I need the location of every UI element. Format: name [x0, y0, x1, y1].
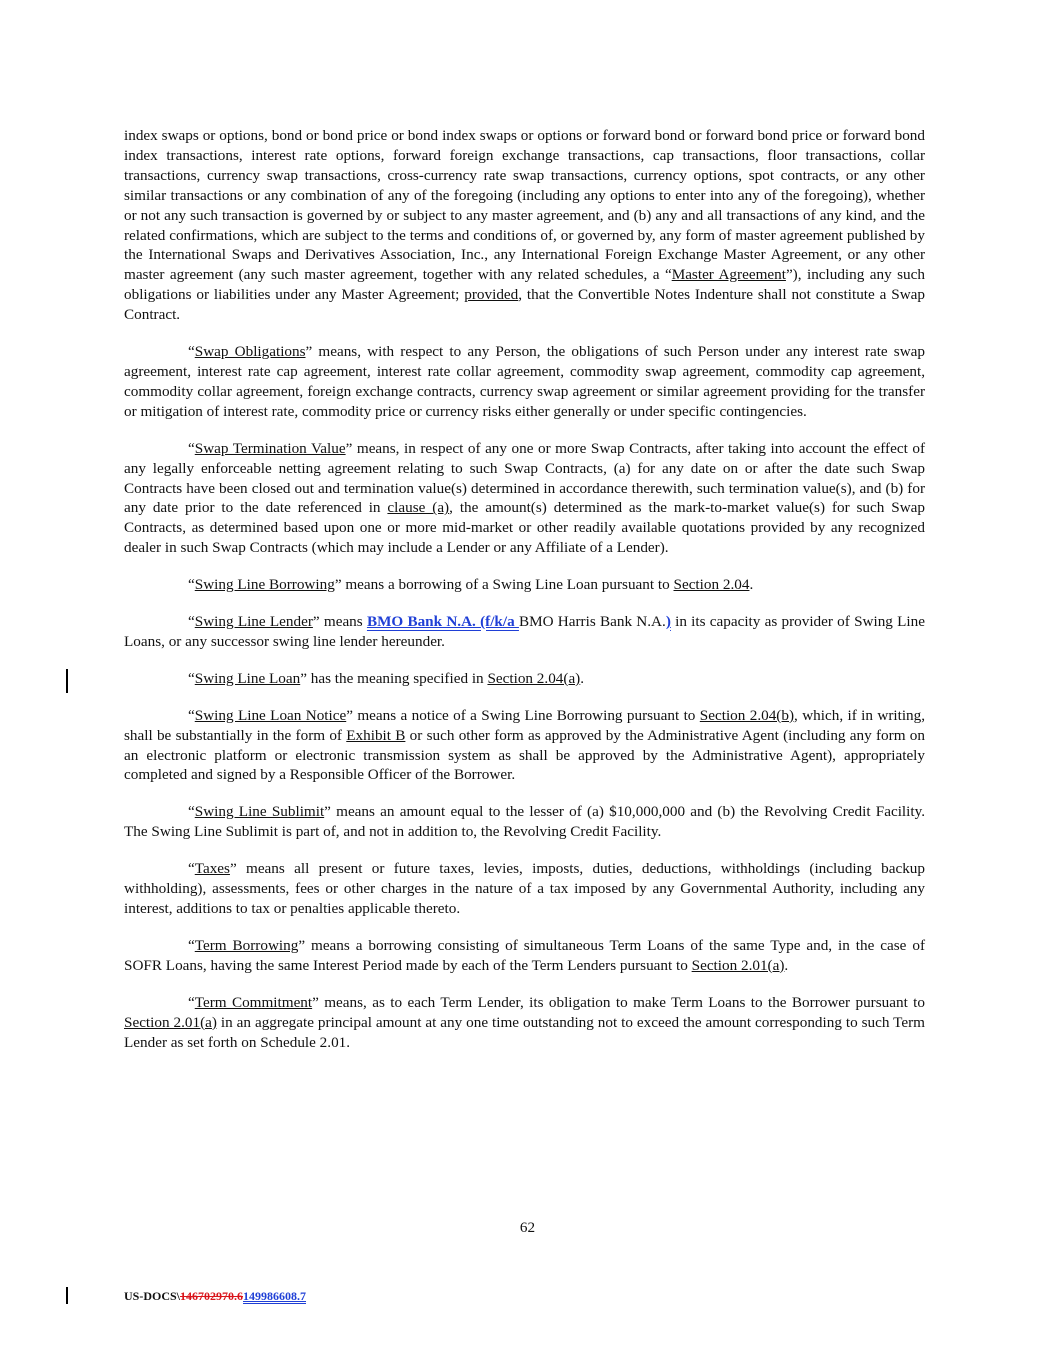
definition-swing-line-sublimit: “Swing Line Sublimit” means an amount equal to the lesser of (a) $10,000,000 and (b) the Revolving Credit Facility. The Swing Line Sublimit is part of, and not in addition to, the Revolving Credit Facility.: [124, 803, 925, 841]
cross-reference: Exhibit B: [346, 726, 406, 744]
cross-reference: clause (a): [387, 499, 450, 517]
paragraph-swap-contract-continuation: index swaps or options, bond or bond price or bond index swaps or options or forward bond or forward bond price or forward bond index transactions, interest rate options, forward foreign exchange transactions, cap transactions, floor transactions, collar transactions, currency swap transactions, cross-currency rate swap transactions, currency options, spot contracts, or any other similar transactions or any combination of any of the foregoing (including any options to enter into any of the foregoing), whether or not any such transaction is governed by or subject to any master agreement, and (b) any and all transactions of any kind, and the related confirmations, which are subject to the terms and conditions of, or governed by, any form of master agreement published by the International Swaps and Derivatives Association, Inc., any International Foreign Exchange Master Agreement, or any other master agreement (any such master agreement, together with any related schedules, a “Master Agreement”), including any such obligations or liabilities under any Master Agreement; provided, that the Convertible Notes Indenture shall not constitute a Swap Contract.: [124, 127, 925, 324]
definition-term-borrowing: “Term Borrowing” means a borrowing consisting of simultaneous Term Loans of the same Type and, in the case of SOFR Loans, having the same Interest Period made by each of the Term Lenders pursuant to Section 2.01(a).: [124, 936, 925, 974]
cross-reference: Section 2.01(a): [124, 1013, 217, 1031]
defined-term: Term Commitment: [194, 993, 313, 1011]
defined-term: Swing Line Loan Notice: [194, 706, 347, 724]
definition-swap-obligations: “Swap Obligations” means, with respect to any Person, the obligations of such Person under any interest rate swap agreement, interest rate cap agreement, interest rate collar agreement, commodity swap agreement, commodity cap agreement, commodity collar agreement, foreign exchange contracts, currency swap agreement or similar agreement providing for the transfer or mitigation of interest rate, commodity price or currency risks either generally or under specific contingencies.: [124, 343, 925, 420]
provided-term: provided: [464, 286, 519, 304]
defined-term: Term Borrowing: [194, 936, 299, 954]
change-bar: [66, 669, 68, 693]
defined-term: Swap Termination Value: [194, 439, 346, 457]
inserted-text: BMO Bank N.A. (f/k/a: [366, 613, 519, 631]
change-bar: [66, 1287, 68, 1304]
cross-reference: Section 2.04(a): [487, 669, 581, 687]
defined-term: Taxes: [194, 860, 230, 878]
defined-term: Swing Line Borrowing: [194, 576, 335, 594]
definition-swap-termination-value: “Swap Termination Value” means, in respect of any one or more Swap Contracts, after taking into account the effect of any legally enforceable netting agreement relating to such Swap Contracts, (a) for any date on or after the date such Swap Contracts have been closed out and termination value(s) determined in accordance therewith, such termination value(s), and (b) for any date prior to the date referenced in clause (a), the amount(s) determined as the mark-to-market value(s) for such Swap Contracts, as determined based upon one or more mid-market or other readily available quotations provided by any recognized dealer in such Swap Contracts (which may include a Lender or any Affiliate of a Lender).: [124, 439, 926, 557]
defined-term: Swap Obligations: [194, 343, 306, 361]
defined-term: Swing Line Loan: [194, 669, 301, 687]
definition-swing-line-borrowing: “Swing Line Borrowing” means a borrowing of a Swing Line Loan pursuant to Section 2.04.: [188, 576, 754, 594]
definition-swing-line-loan-notice: “Swing Line Loan Notice” means a notice of a Swing Line Borrowing pursuant to Section 2.04(b), which, if in writing, shall be substantially in the form of Exhibit B or such other form as approved by the Administrative Agent (including any form on an electronic platform or electronic transmission system as shall be approved by the Administrative Agent), appropriately completed and signed by a Responsible Officer of the Borrower.: [124, 706, 926, 784]
defined-term: Swing Line Sublimit: [194, 803, 325, 821]
definition-taxes: “Taxes” means all present or future taxes, levies, imposts, duties, deductions, withholdings (including backup withholding), assessments, fees or other charges in the nature of a tax imposed by any Governmental Authority, including any interest, additions to tax or penalties applicable thereto.: [124, 860, 925, 917]
cross-reference: Section 2.01(a): [691, 956, 785, 974]
document-id-footer: [124, 1289, 306, 1304]
document-body: [124, 126, 925, 1069]
cross-reference: Section 2.04(b): [699, 706, 795, 724]
inserted-doc-id: 149986608.7: [243, 1289, 307, 1303]
cross-reference: Section 2.04: [673, 576, 750, 594]
doc-prefix: US-DOCS\: [124, 1289, 181, 1303]
inserted-text: ): [665, 613, 671, 631]
defined-term: Swing Line Lender: [194, 613, 313, 631]
definition-swing-line-lender: “Swing Line Lender” means BMO Bank N.A. (f/k/a BMO Harris Bank N.A.) in its capacity as provider of Swing Line Loans, or any successor swing line lender hereunder.: [124, 613, 925, 650]
defined-term-master-agreement: Master Agreement: [671, 266, 786, 284]
definition-term-commitment: “Term Commitment” means, as to each Term Lender, its obligation to make Term Loans to the Borrower pursuant to Section 2.01(a) in an aggregate principal amount at any one time outstanding not to exceed the amount corresponding to such Term Lender as set forth on Schedule 2.01.: [124, 993, 925, 1051]
deleted-doc-id: 146702970.6: [180, 1289, 244, 1303]
page-number: 62: [519, 1219, 536, 1236]
definition-swing-line-loan: “Swing Line Loan” has the meaning specified in Section 2.04(a).: [188, 669, 585, 687]
